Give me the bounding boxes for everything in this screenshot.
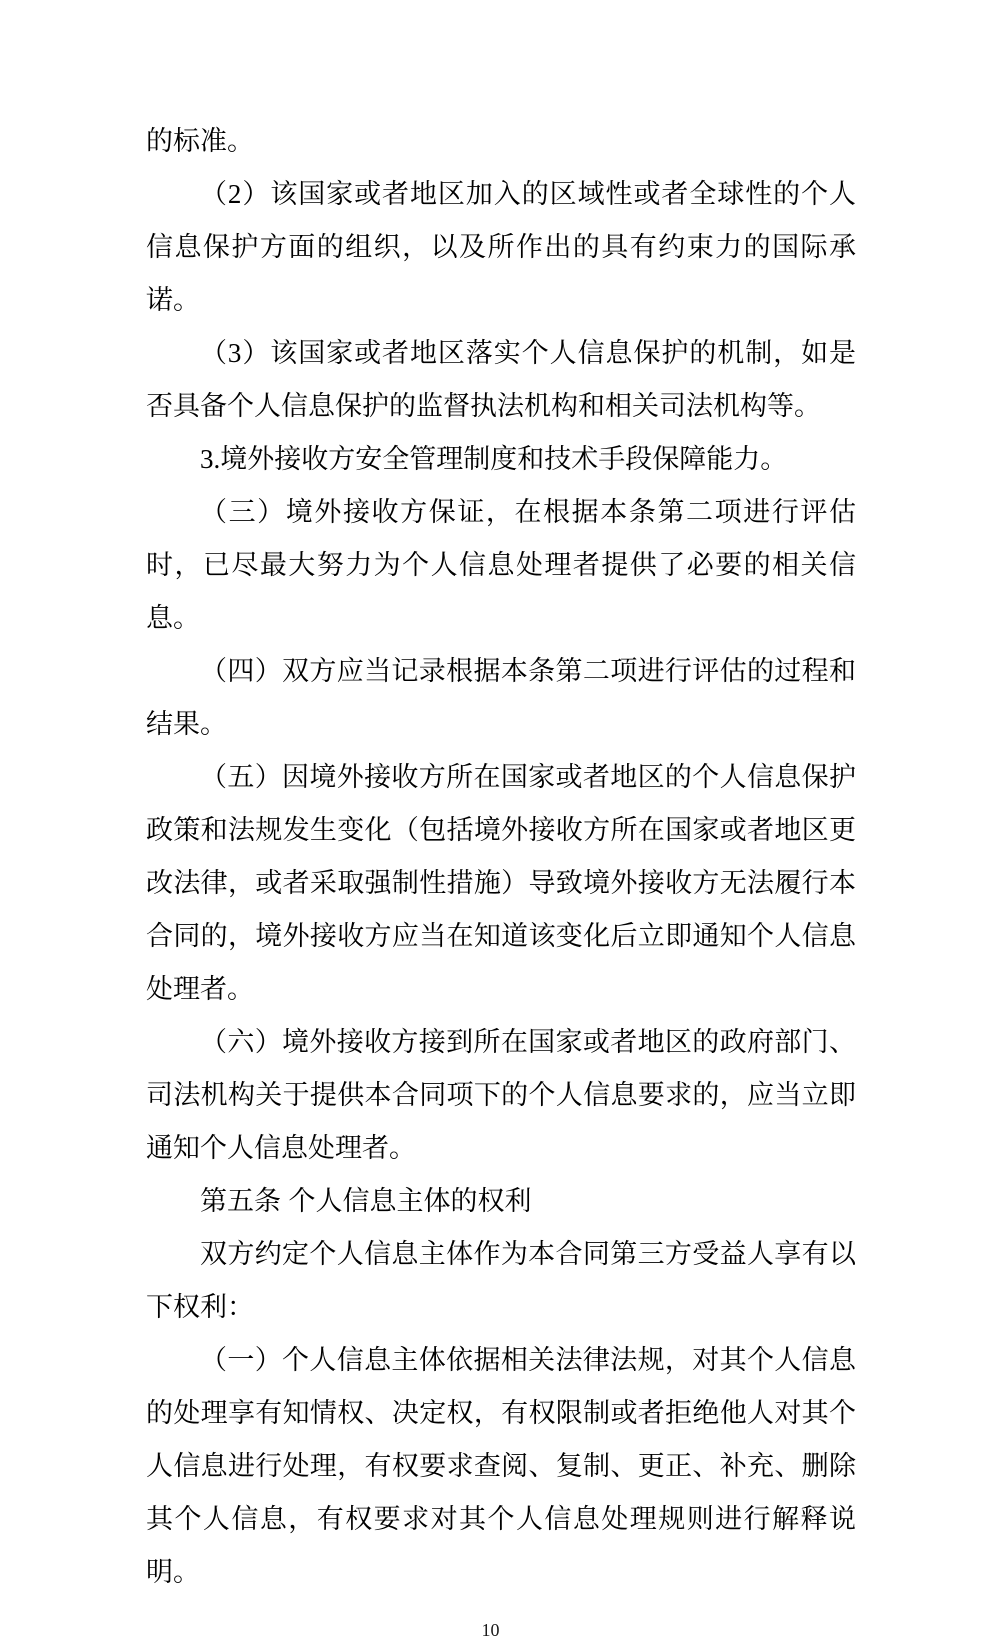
paragraph-clause-five: （五）因境外接收方所在国家或者地区的个人信息保护政策和法规发生变化（包括境外接收方所在国家或者地区更改法律，或者采取强制性措施）导致境外接收方无法履行本合同的，境外接收方应当在知道该变化后立即通知个人信息处理者。 (146, 762, 856, 1004)
paragraph-clause-three: （三）境外接收方保证，在根据本条第二项进行评估时，已尽最大努力为个人信息处理者提供了必要的相关信息。 (146, 497, 856, 633)
paragraph-right-one: （一）个人信息主体依据相关法律法规，对其个人信息的处理享有知情权、决定权，有权限制或者拒绝他人对其个人信息进行处理，有权要求查阅、复制、更正、补充、删除其个人信息，有权要求对其个人信息处理规则进行解释说明。 (146, 1345, 856, 1587)
paragraph-clause-four: （四）双方应当记录根据本条第二项进行评估的过程和结果。 (146, 656, 856, 739)
section-heading-article-5: 第五条 个人信息主体的权利 (200, 1186, 532, 1216)
paragraph-clause-six: （六）境外接收方接到所在国家或者地区的政府部门、司法机构关于提供本合同项下的个人信息要求的，应当立即通知个人信息处理者。 (146, 1027, 856, 1163)
paragraph-item-2: （2）该国家或者地区加入的区域性或者全球性的个人信息保护方面的组织，以及所作出的具有约束力的国际承诺。 (146, 179, 856, 315)
paragraph-continuation: 的标准。 (146, 126, 254, 156)
paragraph-item-3: （3）该国家或者地区落实个人信息保护的机制，如是否具备个人信息保护的监督执法机构和相关司法机构等。 (146, 338, 856, 421)
paragraph-point-3: 3.境外接收方安全管理制度和技术手段保障能力。 (200, 444, 788, 474)
page-number: 10 (481, 1620, 500, 1640)
paragraph-intro-rights: 双方约定个人信息主体作为本合同第三方受益人享有以下权利： (146, 1239, 856, 1322)
